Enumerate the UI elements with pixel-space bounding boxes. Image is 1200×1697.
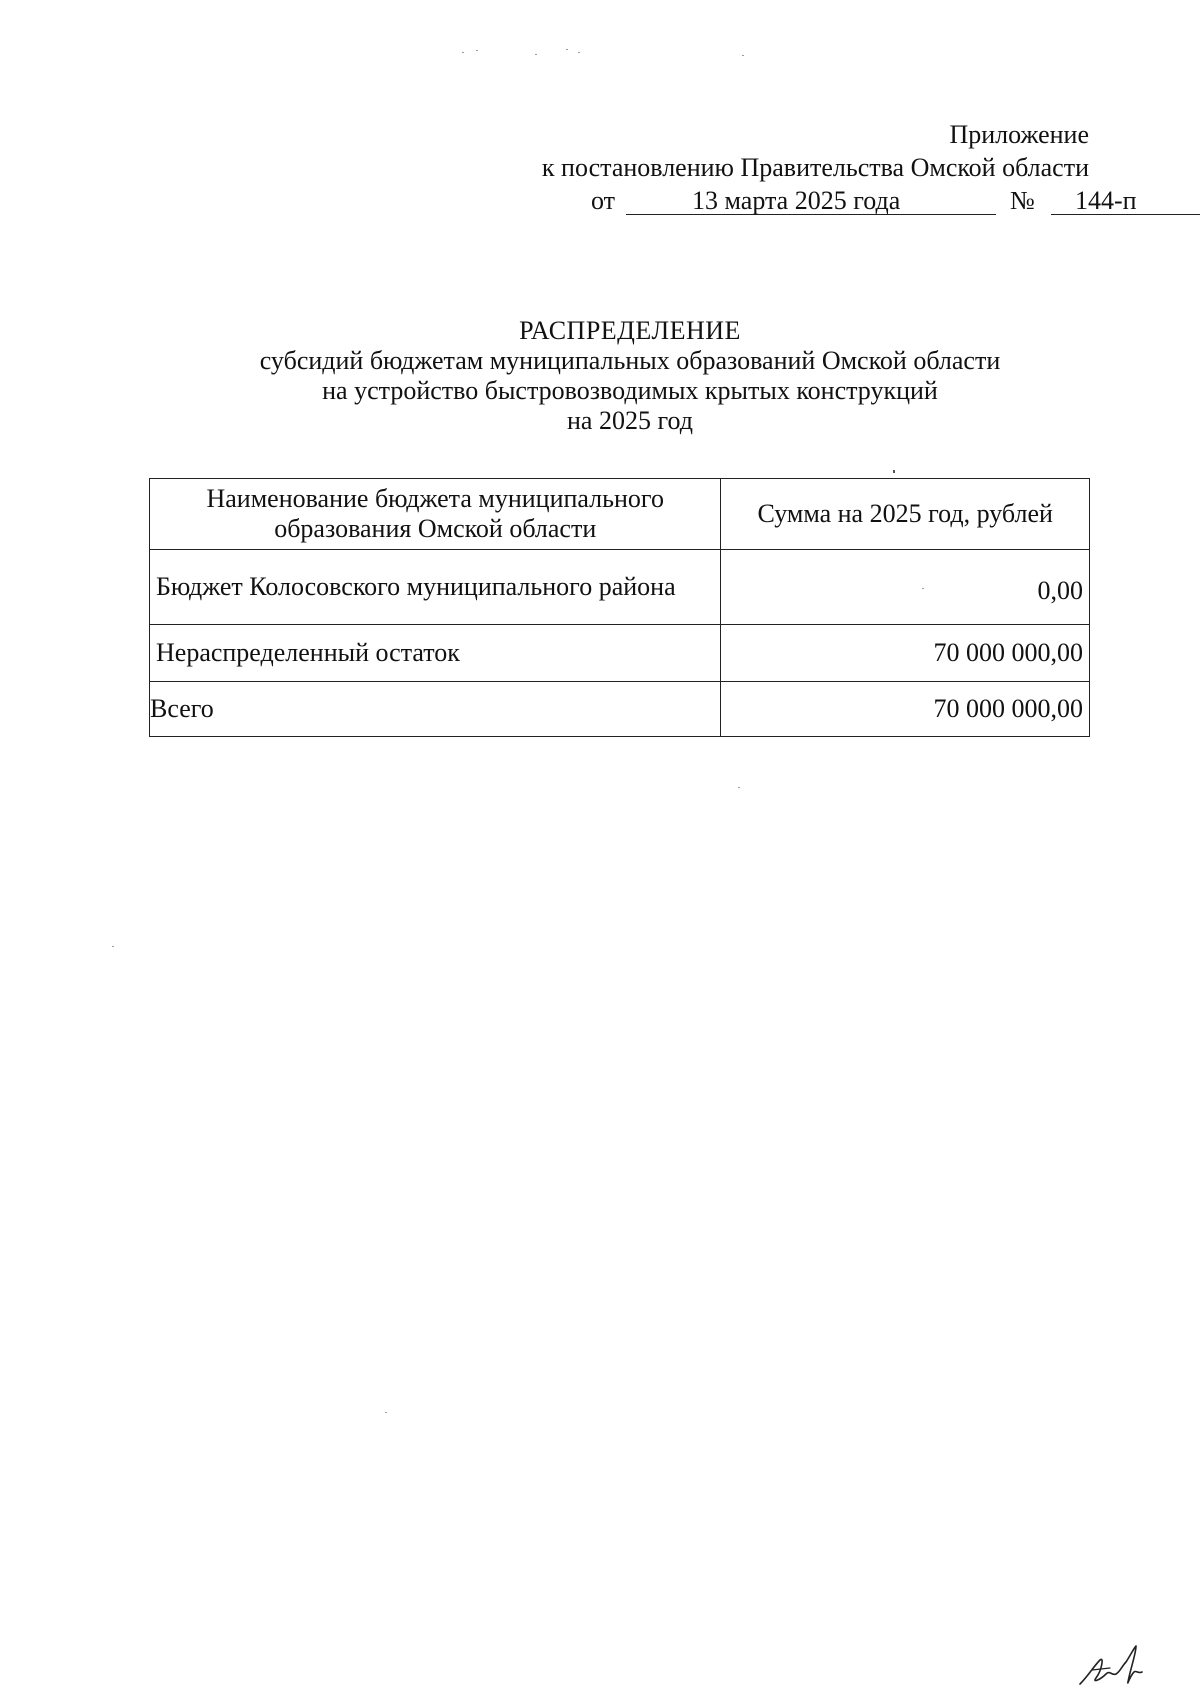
- scan-speck: [738, 787, 740, 788]
- row-sum: 70 000 000,00: [721, 625, 1090, 682]
- document-title-block: [150, 316, 1110, 436]
- number-sign: №: [1010, 186, 1035, 215]
- scan-speck: [476, 50, 478, 51]
- table-row: [150, 550, 1090, 625]
- number-field: [1051, 184, 1200, 215]
- scan-speck: [535, 54, 537, 55]
- scan-speck: [893, 470, 895, 473]
- signature-mark: [1070, 1640, 1150, 1690]
- appendix-header: [449, 118, 1137, 218]
- column-header-name: Наименование бюджета муниципального образования Омской области: [150, 479, 721, 550]
- table-row-total: [150, 682, 1090, 737]
- date-field: [626, 184, 996, 215]
- date-number-line: [449, 184, 1137, 218]
- column-header-sum: Сумма на 2025 год, рублей: [721, 479, 1090, 550]
- scan-speck: [462, 52, 464, 53]
- appendix-label: Приложение: [949, 120, 1089, 149]
- scan-speck: [922, 588, 924, 589]
- number-value: 144-п: [1075, 186, 1137, 215]
- from-label: от: [591, 186, 616, 215]
- scan-speck: [742, 55, 744, 56]
- row-sum: 0,00: [721, 550, 1090, 625]
- table-row: [150, 625, 1090, 682]
- date-value: 13 марта 2025 года: [692, 186, 901, 215]
- title-line-3: на 2025 год: [567, 406, 693, 435]
- distribution-table: [149, 478, 1090, 737]
- title-line-1: субсидий бюджетам муниципальных образований Омской области: [259, 346, 1001, 375]
- scan-speck: [578, 52, 580, 53]
- resolution-reference: к постановлению Правительства Омской области: [541, 153, 1089, 182]
- table-header-row: [150, 479, 1090, 550]
- scan-speck: [385, 1412, 387, 1413]
- scan-speck: [566, 49, 568, 50]
- scan-speck: [112, 946, 114, 947]
- title-line-2: на устройство быстровозводимых крытых конструкций: [322, 376, 938, 405]
- row-sum: 70 000 000,00: [721, 682, 1090, 737]
- row-name: Бюджет Колосовского муниципального района: [150, 550, 721, 625]
- row-name: Всего: [150, 682, 721, 737]
- document-title: РАСПРЕДЕЛЕНИЕ: [519, 316, 741, 345]
- row-name: Нераспределенный остаток: [150, 625, 721, 682]
